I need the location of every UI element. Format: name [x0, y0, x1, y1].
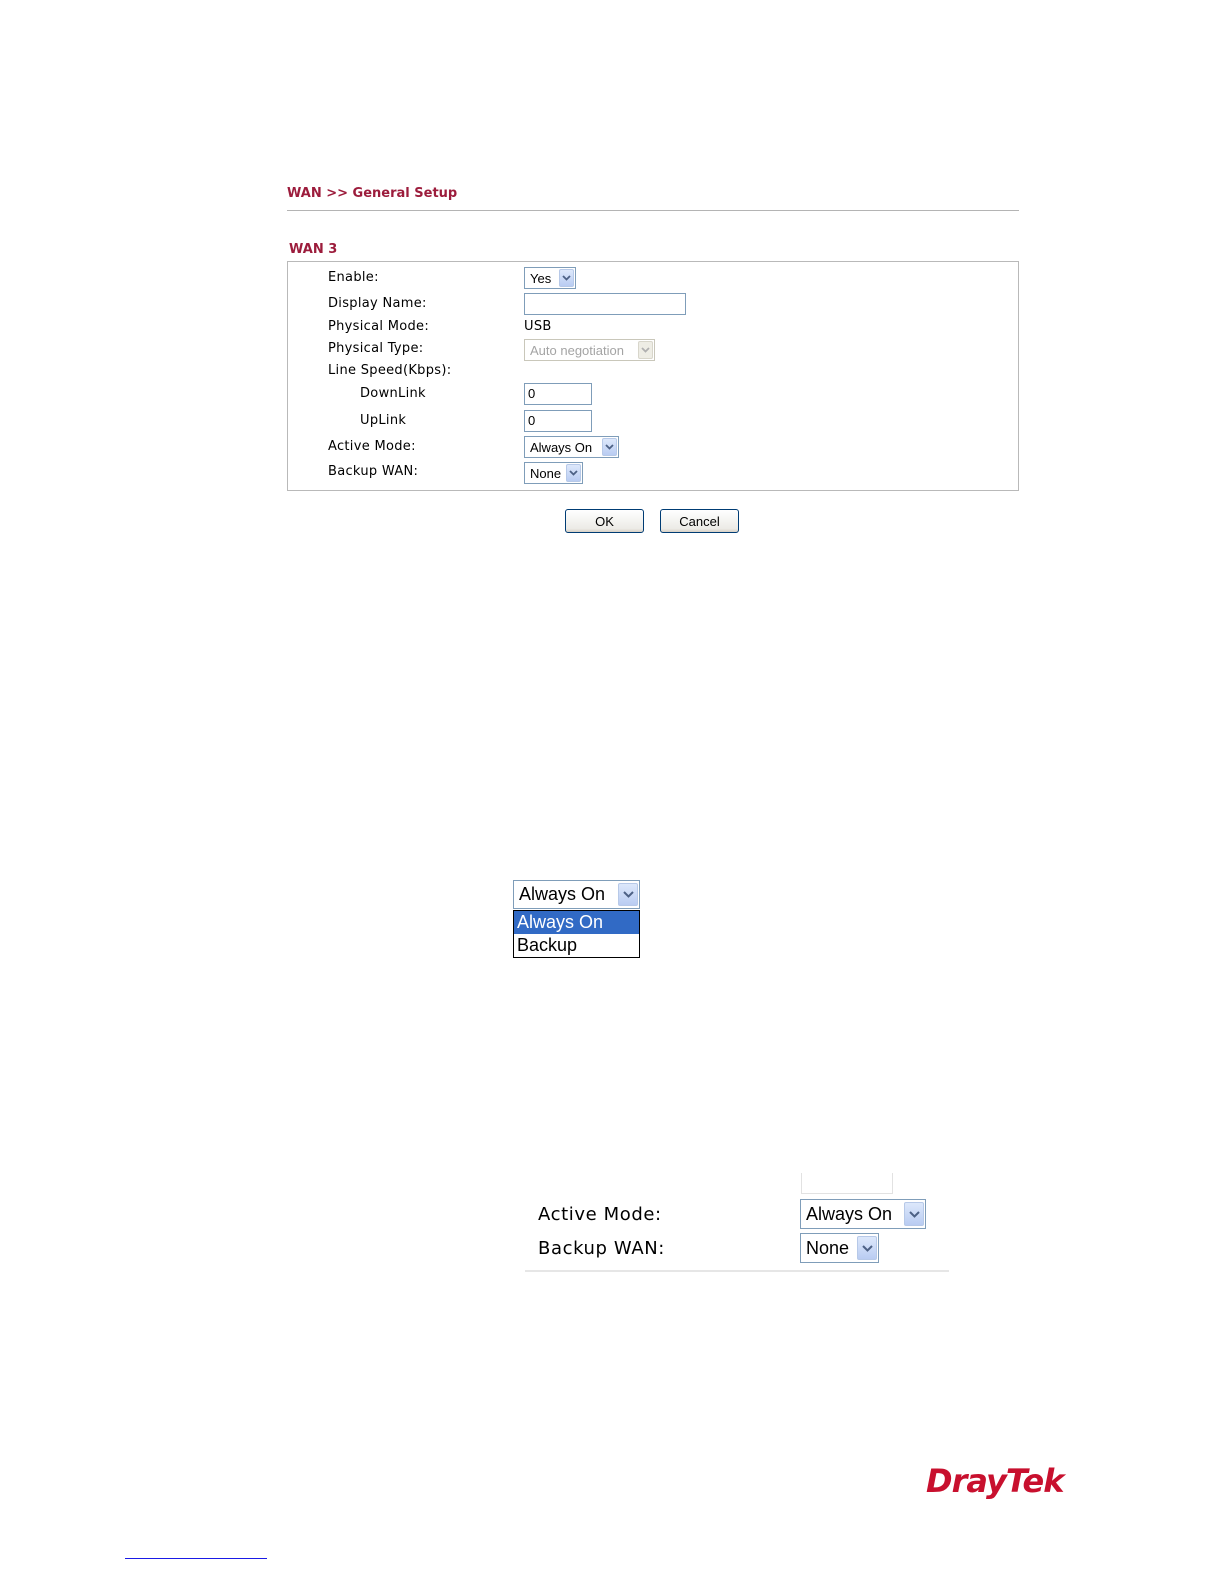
dropdown-option-always-on[interactable]: Always On [514, 911, 639, 934]
active-mode-dropdown-list [513, 910, 640, 958]
ok-button[interactable]: OK [565, 509, 644, 533]
enable-select-value: Yes [530, 270, 552, 286]
faded-input [801, 1173, 893, 1194]
chevron-down-icon [904, 1202, 924, 1226]
physical-type-select [524, 339, 655, 361]
physical-type-select-value: Auto negotiation [530, 342, 624, 358]
active-mode-dropdown[interactable] [513, 880, 640, 909]
chevron-down-icon [602, 438, 617, 456]
enable-label: Enable: [328, 270, 379, 285]
page-breadcrumb: WAN >> General Setup [287, 186, 458, 201]
backup-wan-select-value: None [530, 465, 562, 481]
dropdown-option-backup[interactable]: Backup [517, 935, 578, 955]
zoom-backup-wan-select[interactable] [800, 1233, 879, 1263]
active-mode-select-value: Always On [530, 439, 593, 455]
zoom-active-mode-select[interactable] [800, 1199, 926, 1229]
display-name-input[interactable] [524, 293, 686, 315]
downlink-input[interactable]: 0 [524, 383, 592, 405]
zoom-backup-wan-value: None [806, 1237, 850, 1258]
backup-wan-select[interactable] [524, 462, 583, 484]
active-mode-label: Active Mode: [328, 439, 416, 454]
zoom-panel-bottom-border [525, 1270, 949, 1272]
chevron-down-icon [638, 341, 653, 359]
uplink-label: UpLink [360, 413, 407, 428]
physical-mode-label: Physical Mode: [328, 319, 430, 334]
downlink-label: DownLink [360, 386, 426, 401]
backup-wan-label: Backup WAN: [328, 464, 419, 479]
zoom-active-mode-value: Always On [806, 1203, 893, 1224]
active-mode-select[interactable] [524, 436, 619, 458]
zoom-backup-wan-label: Backup WAN: [538, 1238, 665, 1259]
zoom-active-mode-label: Active Mode: [538, 1204, 662, 1225]
line-speed-label: Line Speed(Kbps): [328, 363, 452, 378]
physical-type-label: Physical Type: [328, 341, 424, 356]
uplink-input[interactable]: 0 [524, 410, 592, 432]
cancel-button[interactable]: Cancel [660, 509, 739, 533]
chevron-down-icon [566, 464, 581, 482]
physical-mode-value: USB [524, 319, 552, 334]
section-title: WAN 3 [289, 242, 338, 257]
footer-link-underline [125, 1558, 267, 1559]
chevron-down-icon [559, 269, 574, 287]
chevron-down-icon [857, 1236, 877, 1260]
chevron-down-icon [618, 883, 638, 906]
active-mode-dropdown-value: Always On [519, 884, 606, 904]
header-divider [287, 210, 1019, 211]
draytek-logo: DrayTek [926, 1462, 1064, 1500]
enable-select[interactable] [524, 267, 576, 289]
display-name-label: Display Name: [328, 296, 427, 311]
